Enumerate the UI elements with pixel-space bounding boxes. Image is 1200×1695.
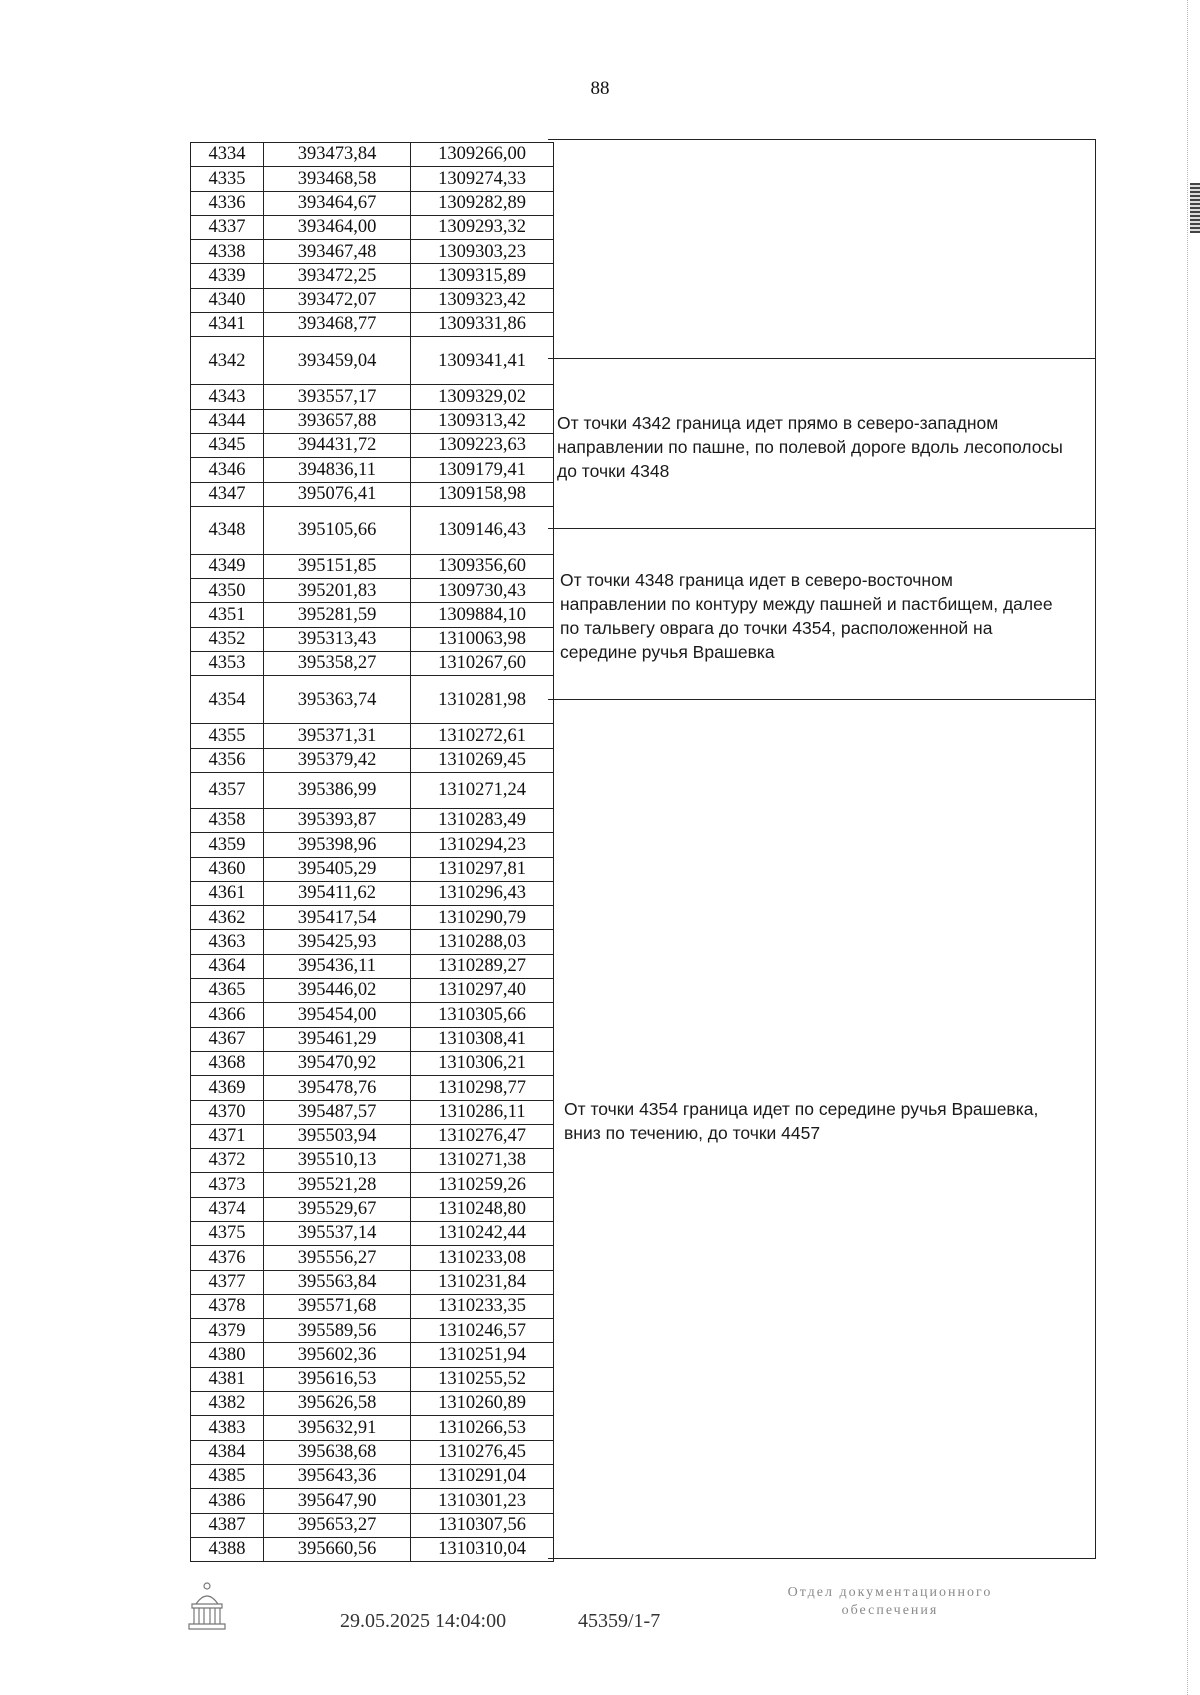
y-coordinate-cell: 1310259,26	[411, 1173, 554, 1197]
table-row	[191, 1343, 554, 1367]
y-coordinate-cell: 1310276,45	[411, 1440, 554, 1464]
table-row	[191, 1537, 554, 1561]
y-coordinate-cell: 1309266,00	[411, 143, 554, 167]
table-row	[191, 881, 554, 905]
table-row	[191, 833, 554, 857]
y-coordinate-cell: 1310260,89	[411, 1392, 554, 1416]
y-coordinate-cell: 1310276,47	[411, 1124, 554, 1148]
point-number-cell: 4350	[191, 579, 264, 603]
point-number-cell: 4368	[191, 1051, 264, 1075]
x-coordinate-cell: 394836,11	[264, 458, 411, 482]
point-number-cell: 4361	[191, 881, 264, 905]
x-coordinate-cell: 395379,42	[264, 748, 411, 772]
y-coordinate-cell: 1309303,23	[411, 240, 554, 264]
table-row	[191, 748, 554, 772]
table-row	[191, 1440, 554, 1464]
y-coordinate-cell: 1310310,04	[411, 1537, 554, 1561]
x-coordinate-cell: 395436,11	[264, 954, 411, 978]
x-coordinate-cell: 395371,31	[264, 724, 411, 748]
table-row	[191, 215, 554, 239]
x-coordinate-cell: 395151,85	[264, 554, 411, 578]
x-coordinate-cell: 393468,58	[264, 167, 411, 191]
table-row	[191, 627, 554, 651]
x-coordinate-cell: 395521,28	[264, 1173, 411, 1197]
y-coordinate-cell: 1309313,42	[411, 409, 554, 433]
table-row	[191, 506, 554, 554]
point-number-cell: 4346	[191, 458, 264, 482]
table-row	[191, 1270, 554, 1294]
table-row	[191, 954, 554, 978]
y-coordinate-cell: 1309356,60	[411, 554, 554, 578]
x-coordinate-cell: 393657,88	[264, 409, 411, 433]
x-coordinate-cell: 393473,84	[264, 143, 411, 167]
point-number-cell: 4384	[191, 1440, 264, 1464]
x-coordinate-cell: 395363,74	[264, 676, 411, 724]
point-number-cell: 4364	[191, 954, 264, 978]
x-coordinate-cell: 395660,56	[264, 1537, 411, 1561]
x-coordinate-cell: 395487,57	[264, 1100, 411, 1124]
table-row	[191, 579, 554, 603]
x-coordinate-cell: 395411,62	[264, 881, 411, 905]
y-coordinate-cell: 1310297,81	[411, 857, 554, 881]
x-coordinate-cell: 395653,27	[264, 1513, 411, 1537]
x-coordinate-cell: 395503,94	[264, 1124, 411, 1148]
table-row	[191, 264, 554, 288]
y-coordinate-cell: 1310297,40	[411, 979, 554, 1003]
table-row	[191, 1392, 554, 1416]
y-coordinate-cell: 1309158,98	[411, 482, 554, 506]
point-number-cell: 4334	[191, 143, 264, 167]
x-coordinate-cell: 393464,67	[264, 191, 411, 215]
y-coordinate-cell: 1310294,23	[411, 833, 554, 857]
x-coordinate-cell: 395405,29	[264, 857, 411, 881]
table-row	[191, 979, 554, 1003]
x-coordinate-cell: 393459,04	[264, 337, 411, 385]
x-coordinate-cell: 393467,48	[264, 240, 411, 264]
point-number-cell: 4344	[191, 409, 264, 433]
point-number-cell: 4349	[191, 554, 264, 578]
description-line: по тальвегу оврага до точки 4354, расположенной на	[560, 618, 993, 638]
point-number-cell: 4360	[191, 857, 264, 881]
description-line: От точки 4354 граница идет по середине ручья Врашевка,	[564, 1099, 1039, 1119]
y-coordinate-cell: 1309730,43	[411, 579, 554, 603]
description-line: От точки 4342 граница идет прямо в северо-западном	[557, 413, 999, 433]
y-coordinate-cell: 1310298,77	[411, 1076, 554, 1100]
y-coordinate-cell: 1310307,56	[411, 1513, 554, 1537]
point-number-cell: 4370	[191, 1100, 264, 1124]
y-coordinate-cell: 1310306,21	[411, 1051, 554, 1075]
x-coordinate-cell: 395510,13	[264, 1149, 411, 1173]
point-number-cell: 4338	[191, 240, 264, 264]
y-coordinate-cell: 1310301,23	[411, 1489, 554, 1513]
y-coordinate-cell: 1310281,98	[411, 676, 554, 724]
point-number-cell: 4358	[191, 808, 264, 832]
point-number-cell: 4388	[191, 1537, 264, 1561]
y-coordinate-cell: 1310305,66	[411, 1003, 554, 1027]
x-coordinate-cell: 395076,41	[264, 482, 411, 506]
point-number-cell: 4381	[191, 1367, 264, 1391]
boundary-description-4354	[564, 1097, 1038, 1145]
table-row	[191, 603, 554, 627]
table-row	[191, 1367, 554, 1391]
point-number-cell: 4354	[191, 676, 264, 724]
x-coordinate-cell: 395398,96	[264, 833, 411, 857]
y-coordinate-cell: 1310231,84	[411, 1270, 554, 1294]
table-row	[191, 409, 554, 433]
description-divider	[548, 699, 1096, 700]
y-coordinate-cell: 1310272,61	[411, 724, 554, 748]
table-row	[191, 1100, 554, 1124]
point-number-cell: 4342	[191, 337, 264, 385]
x-coordinate-cell: 395461,29	[264, 1027, 411, 1051]
footer-datetime: 29.05.2025 14:04:00	[340, 1610, 507, 1632]
scan-artifact	[1190, 183, 1200, 233]
point-number-cell: 4337	[191, 215, 264, 239]
y-coordinate-cell: 1310063,98	[411, 627, 554, 651]
point-number-cell: 4355	[191, 724, 264, 748]
y-coordinate-cell: 1309341,41	[411, 337, 554, 385]
point-number-cell: 4374	[191, 1197, 264, 1221]
y-coordinate-cell: 1309323,42	[411, 288, 554, 312]
point-number-cell: 4382	[191, 1392, 264, 1416]
footer-doc-number: 45359/1-7	[578, 1610, 661, 1632]
description-divider	[548, 528, 1096, 529]
description-line: вниз по течению, до точки 4457	[564, 1123, 821, 1143]
point-number-cell: 4365	[191, 979, 264, 1003]
point-number-cell: 4336	[191, 191, 264, 215]
coordinates-table	[190, 142, 554, 1562]
description-line: середине ручья Врашевка	[560, 642, 775, 662]
table-row	[191, 1003, 554, 1027]
x-coordinate-cell: 395478,76	[264, 1076, 411, 1100]
y-coordinate-cell: 1309329,02	[411, 385, 554, 409]
table-row	[191, 676, 554, 724]
x-coordinate-cell: 395529,67	[264, 1197, 411, 1221]
point-number-cell: 4377	[191, 1270, 264, 1294]
x-coordinate-cell: 395386,99	[264, 772, 411, 808]
point-number-cell: 4379	[191, 1319, 264, 1343]
table-row	[191, 191, 554, 215]
y-coordinate-cell: 1309884,10	[411, 603, 554, 627]
description-column	[548, 139, 1096, 1559]
y-coordinate-cell: 1309331,86	[411, 313, 554, 337]
table-row	[191, 772, 554, 808]
x-coordinate-cell: 395446,02	[264, 979, 411, 1003]
table-row	[191, 857, 554, 881]
point-number-cell: 4369	[191, 1076, 264, 1100]
y-coordinate-cell: 1310248,80	[411, 1197, 554, 1221]
y-coordinate-cell: 1310296,43	[411, 881, 554, 905]
point-number-cell: 4372	[191, 1149, 264, 1173]
y-coordinate-cell: 1310283,49	[411, 808, 554, 832]
description-line: до точки 4348	[557, 461, 670, 481]
table-row	[191, 143, 554, 167]
y-coordinate-cell: 1310291,04	[411, 1464, 554, 1488]
table-row	[191, 930, 554, 954]
table-row	[191, 1319, 554, 1343]
x-coordinate-cell: 395638,68	[264, 1440, 411, 1464]
stamp-line: обеспечения	[841, 1603, 939, 1618]
point-number-cell: 4339	[191, 264, 264, 288]
y-coordinate-cell: 1310288,03	[411, 930, 554, 954]
point-number-cell: 4351	[191, 603, 264, 627]
point-number-cell: 4383	[191, 1416, 264, 1440]
table-row	[191, 1076, 554, 1100]
table-row	[191, 482, 554, 506]
table-row	[191, 724, 554, 748]
point-number-cell: 4371	[191, 1124, 264, 1148]
y-coordinate-cell: 1310269,45	[411, 748, 554, 772]
y-coordinate-cell: 1310266,53	[411, 1416, 554, 1440]
table-row	[191, 433, 554, 457]
y-coordinate-cell: 1309293,32	[411, 215, 554, 239]
table-row	[191, 1124, 554, 1148]
x-coordinate-cell: 395313,43	[264, 627, 411, 651]
y-coordinate-cell: 1310255,52	[411, 1367, 554, 1391]
x-coordinate-cell: 395417,54	[264, 906, 411, 930]
x-coordinate-cell: 395616,53	[264, 1367, 411, 1391]
table-row	[191, 554, 554, 578]
x-coordinate-cell: 395563,84	[264, 1270, 411, 1294]
point-number-cell: 4340	[191, 288, 264, 312]
table-row	[191, 808, 554, 832]
table-row	[191, 1197, 554, 1221]
table-row	[191, 337, 554, 385]
point-number-cell: 4363	[191, 930, 264, 954]
table-row	[191, 1221, 554, 1245]
table-row	[191, 1464, 554, 1488]
x-coordinate-cell: 393468,77	[264, 313, 411, 337]
point-number-cell: 4345	[191, 433, 264, 457]
table-row	[191, 1149, 554, 1173]
table-row	[191, 1489, 554, 1513]
table-row	[191, 1513, 554, 1537]
table-row	[191, 1027, 554, 1051]
table-row	[191, 458, 554, 482]
table-row	[191, 1416, 554, 1440]
y-coordinate-cell: 1309282,89	[411, 191, 554, 215]
point-number-cell: 4359	[191, 833, 264, 857]
y-coordinate-cell: 1309146,43	[411, 506, 554, 554]
point-number-cell: 4356	[191, 748, 264, 772]
point-number-cell: 4367	[191, 1027, 264, 1051]
y-coordinate-cell: 1310289,27	[411, 954, 554, 978]
y-coordinate-cell: 1310308,41	[411, 1027, 554, 1051]
x-coordinate-cell: 395537,14	[264, 1221, 411, 1245]
x-coordinate-cell: 393472,25	[264, 264, 411, 288]
x-coordinate-cell: 395571,68	[264, 1294, 411, 1318]
point-number-cell: 4357	[191, 772, 264, 808]
y-coordinate-cell: 1310267,60	[411, 652, 554, 676]
x-coordinate-cell: 393557,17	[264, 385, 411, 409]
x-coordinate-cell: 395626,58	[264, 1392, 411, 1416]
y-coordinate-cell: 1310271,38	[411, 1149, 554, 1173]
point-number-cell: 4348	[191, 506, 264, 554]
emblem-logo	[186, 1580, 228, 1632]
point-number-cell: 4373	[191, 1173, 264, 1197]
point-number-cell: 4341	[191, 313, 264, 337]
x-coordinate-cell: 393464,00	[264, 215, 411, 239]
y-coordinate-cell: 1310242,44	[411, 1221, 554, 1245]
description-line: От точки 4348 граница идет в северо-восточном	[560, 570, 953, 590]
x-coordinate-cell: 395358,27	[264, 652, 411, 676]
point-number-cell: 4375	[191, 1221, 264, 1245]
point-number-cell: 4362	[191, 906, 264, 930]
boundary-description-4348	[560, 568, 1053, 664]
point-number-cell: 4352	[191, 627, 264, 651]
boundary-description-4342	[557, 411, 1063, 483]
table-row	[191, 313, 554, 337]
description-line: направлении по пашне, по полевой дороге вдоль лесополосы	[557, 437, 1063, 457]
x-coordinate-cell: 395632,91	[264, 1416, 411, 1440]
table-row	[191, 288, 554, 312]
x-coordinate-cell: 395454,00	[264, 1003, 411, 1027]
x-coordinate-cell: 395643,36	[264, 1464, 411, 1488]
x-coordinate-cell: 395281,59	[264, 603, 411, 627]
y-coordinate-cell: 1309179,41	[411, 458, 554, 482]
y-coordinate-cell: 1310246,57	[411, 1319, 554, 1343]
x-coordinate-cell: 395556,27	[264, 1246, 411, 1270]
point-number-cell: 4386	[191, 1489, 264, 1513]
point-number-cell: 4378	[191, 1294, 264, 1318]
y-coordinate-cell: 1310251,94	[411, 1343, 554, 1367]
point-number-cell: 4387	[191, 1513, 264, 1537]
x-coordinate-cell: 395602,36	[264, 1343, 411, 1367]
x-coordinate-cell: 395647,90	[264, 1489, 411, 1513]
point-number-cell: 4366	[191, 1003, 264, 1027]
y-coordinate-cell: 1310271,24	[411, 772, 554, 808]
point-number-cell: 4347	[191, 482, 264, 506]
point-number-cell: 4335	[191, 167, 264, 191]
point-number-cell: 4385	[191, 1464, 264, 1488]
table-row	[191, 240, 554, 264]
table-row	[191, 1173, 554, 1197]
y-coordinate-cell: 1309223,63	[411, 433, 554, 457]
stamp-line: Отдел документационного	[787, 1585, 993, 1600]
point-number-cell: 4376	[191, 1246, 264, 1270]
y-coordinate-cell: 1309315,89	[411, 264, 554, 288]
x-coordinate-cell: 394431,72	[264, 433, 411, 457]
page-number: 88	[590, 78, 610, 99]
point-number-cell: 4343	[191, 385, 264, 409]
table-row	[191, 385, 554, 409]
x-coordinate-cell: 395105,66	[264, 506, 411, 554]
y-coordinate-cell: 1310233,35	[411, 1294, 554, 1318]
y-coordinate-cell: 1309274,33	[411, 167, 554, 191]
description-line: направлении по контуру между пашней и пастбищем, далее	[560, 594, 1053, 614]
x-coordinate-cell: 395425,93	[264, 930, 411, 954]
x-coordinate-cell: 393472,07	[264, 288, 411, 312]
table-row	[191, 1051, 554, 1075]
x-coordinate-cell: 395470,92	[264, 1051, 411, 1075]
table-row	[191, 1246, 554, 1270]
y-coordinate-cell: 1310233,08	[411, 1246, 554, 1270]
table-row	[191, 652, 554, 676]
table-row	[191, 167, 554, 191]
table-row	[191, 1294, 554, 1318]
scan-edge	[1184, 0, 1188, 1695]
point-number-cell: 4380	[191, 1343, 264, 1367]
table-row	[191, 906, 554, 930]
y-coordinate-cell: 1310286,11	[411, 1100, 554, 1124]
department-stamp	[720, 1584, 1060, 1620]
x-coordinate-cell: 395201,83	[264, 579, 411, 603]
point-number-cell: 4353	[191, 652, 264, 676]
x-coordinate-cell: 395393,87	[264, 808, 411, 832]
x-coordinate-cell: 395589,56	[264, 1319, 411, 1343]
description-divider	[548, 358, 1096, 359]
y-coordinate-cell: 1310290,79	[411, 906, 554, 930]
